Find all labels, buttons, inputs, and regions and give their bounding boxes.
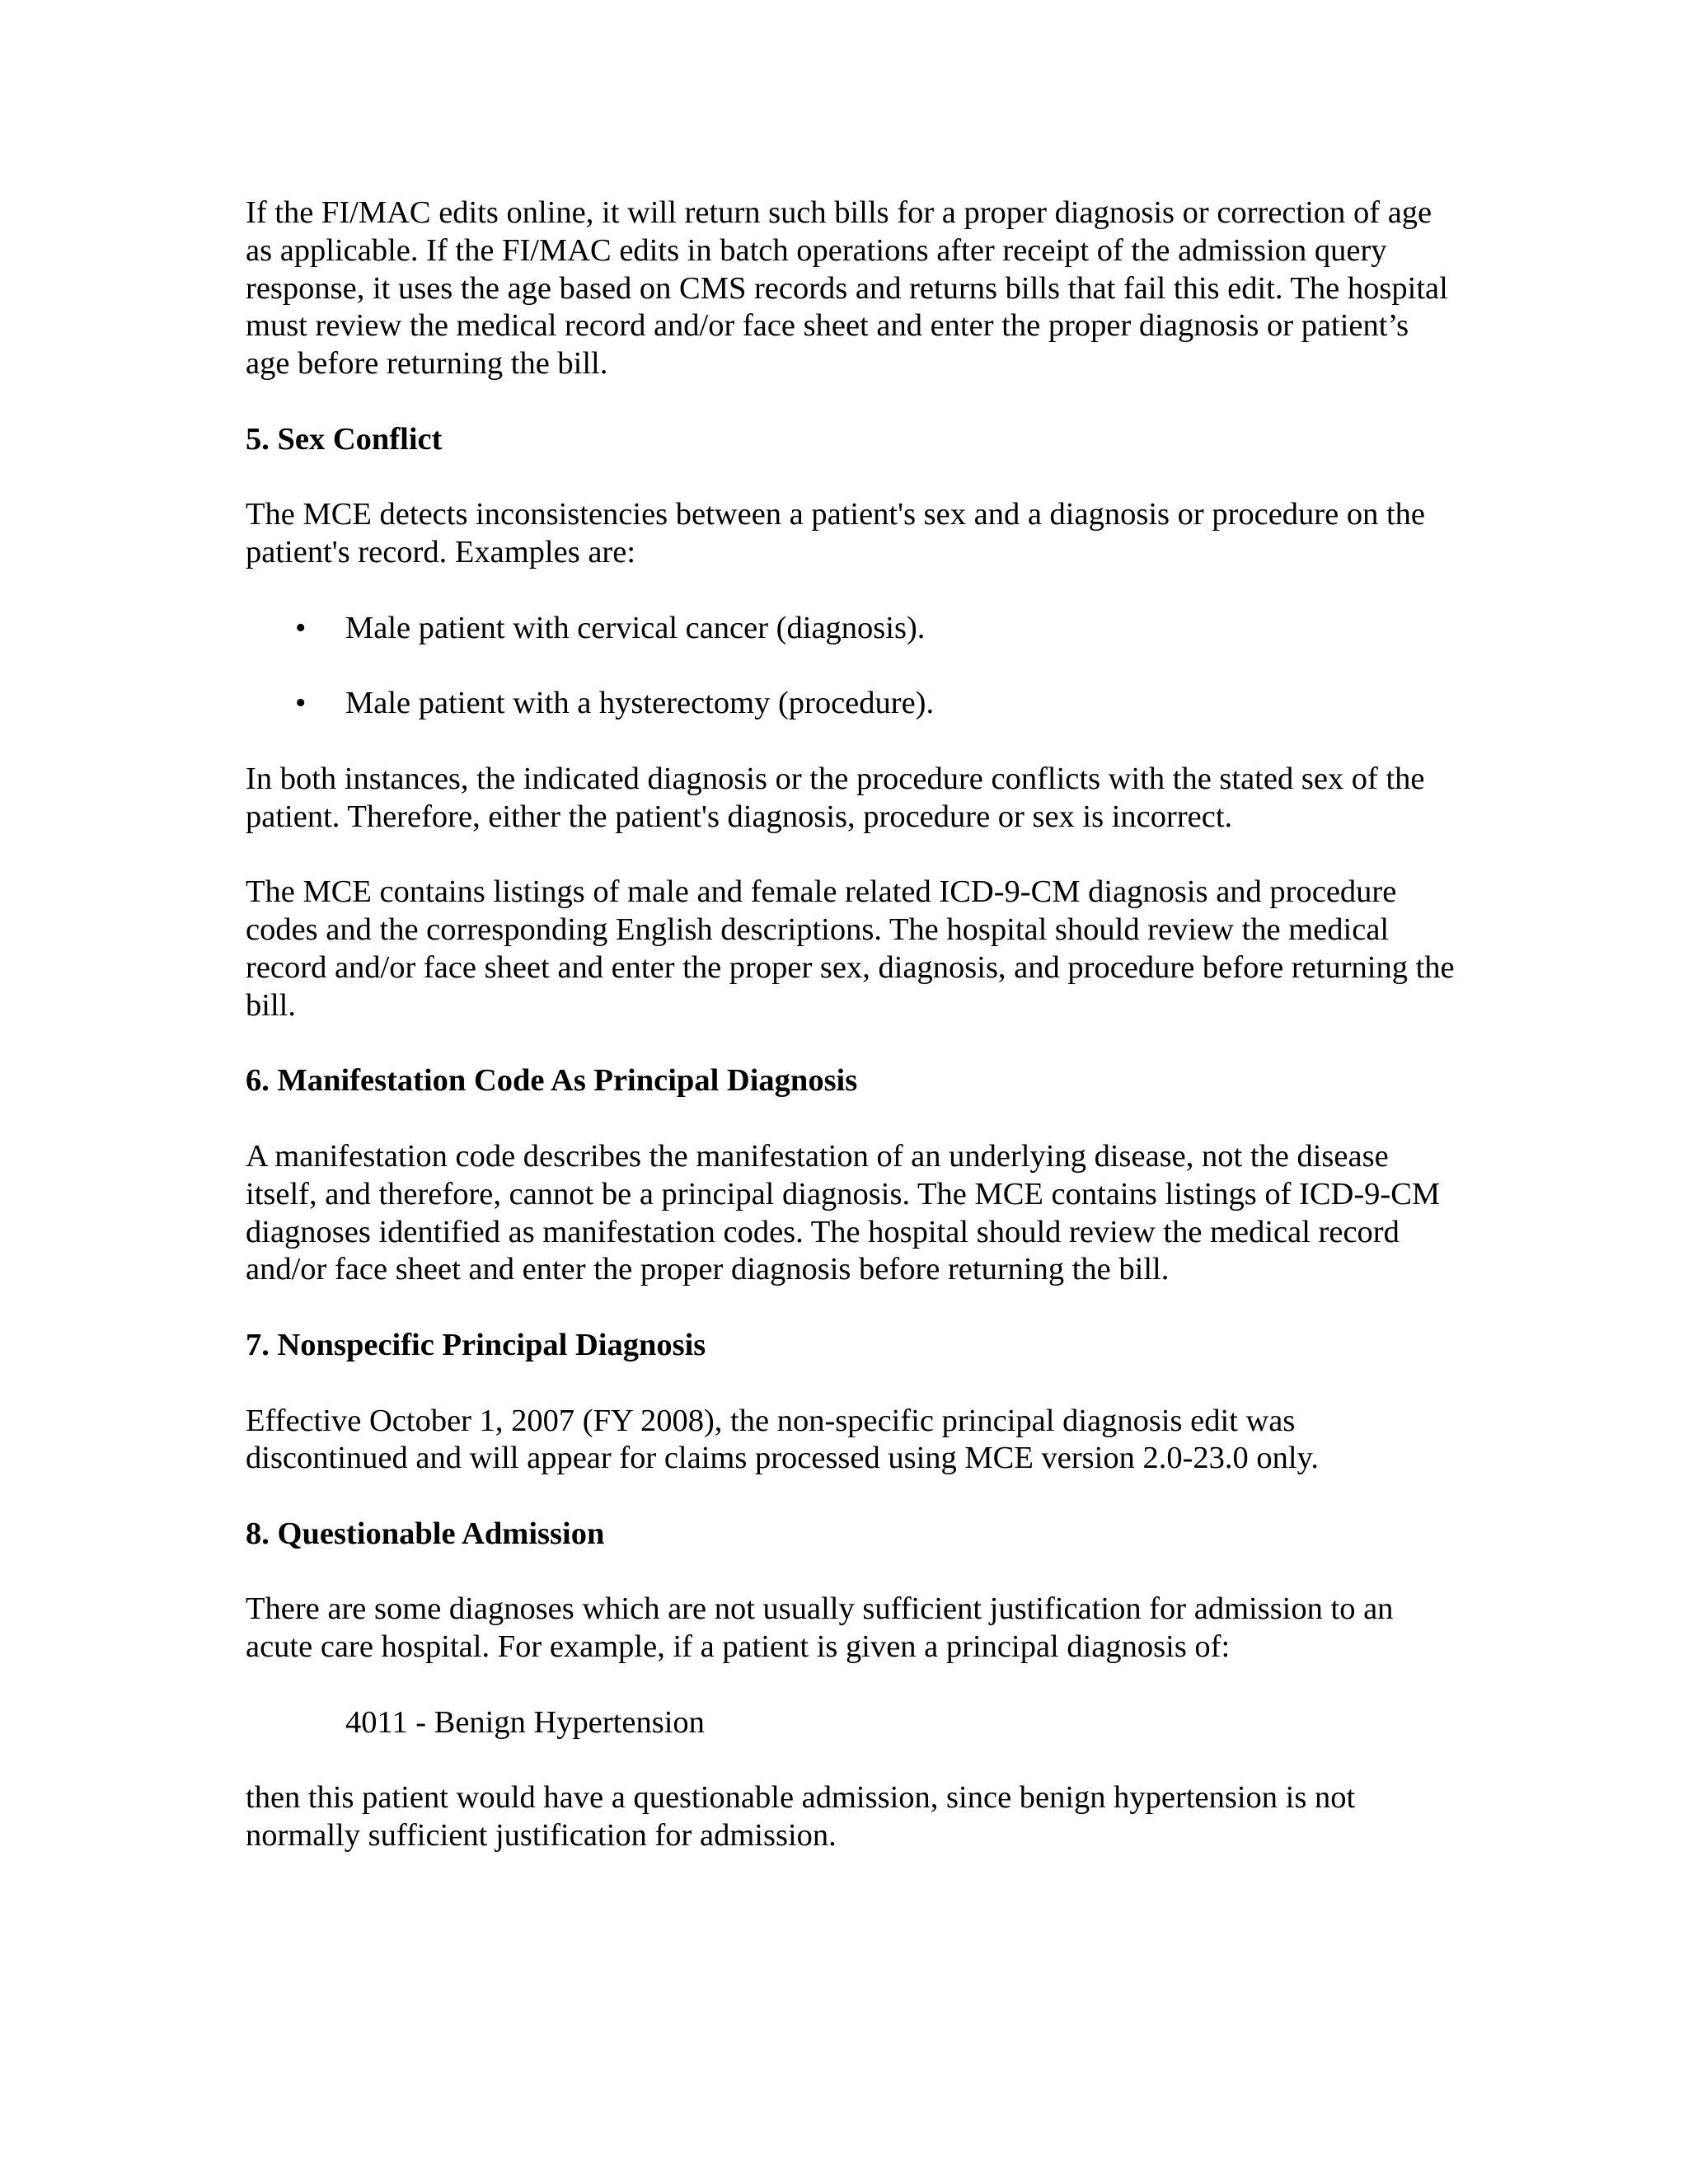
section-8-heading: 8. Questionable Admission [246,1516,605,1551]
section-8-paragraph-2: then this patient would have a questionable admission, since benign hypertension is not normally sufficient justification for admission. [246,1780,1356,1854]
sex-conflict-examples-list [246,610,1457,723]
intro-paragraph: If the FI/MAC edits online, it will return such bills for a proper diagnosis or correction of age as applicable. If the FI/MAC edits in batch operations after receipt of the admission query response, it uses the age based on CMS records and returns bills that fail this edit. The hospital must review the medical record and/or face sheet and enter the proper diagnosis or patient’s age before returning the bill. [246,195,1448,382]
diagnosis-example: 4011 - Benign Hypertension [345,1704,705,1740]
list-item [246,610,1457,648]
list-item-text: Male patient with cervical cancer (diagnosis). [345,610,926,645]
section-8-paragraph-1: There are some diagnoses which are not usually sufficient justification for admission to an acute care hospital. For example, if a patient is given a principal diagnosis of: [246,1591,1394,1665]
bullet-icon: • [295,610,307,645]
section-5-paragraph-3: The MCE contains listings of male and female related ICD-9-CM diagnosis and procedure codes and the corresponding English descriptions. The hospital should review the medical record and/or face sheet and enter the proper sex, diagnosis, and procedure before returning the bill. [246,874,1455,1023]
section-7-paragraph: Effective October 1, 2007 (FY 2008), the non-specific principal diagnosis edit was discontinued and will appear for claims processed using MCE version 2.0-23.0 only. [246,1403,1319,1476]
document-body [246,194,1457,1893]
section-6-heading: 6. Manifestation Code As Principal Diagnosis [246,1063,858,1099]
list-item-text: Male patient with a hysterectomy (procedure). [345,686,935,721]
section-5-heading: 5. Sex Conflict [246,421,443,457]
bullet-icon: • [295,686,307,721]
section-7-heading: 7. Nonspecific Principal Diagnosis [246,1327,706,1362]
section-5-paragraph-1: The MCE detects inconsistencies between a patient's sex and a diagnosis or procedure on the patient's record. Examples are: [246,497,1426,570]
list-item [246,685,1457,723]
section-6-paragraph: A manifestation code describes the manifestation of an underlying disease, not the disease itself, and therefore, cannot be a principal diagnosis. The MCE contains listings of ICD-9-CM diagnoses identified as manifestation codes. The hospital should review the medical record and/or face sheet and enter the proper diagnosis before returning the bill. [246,1138,1441,1287]
section-5-paragraph-2: In both instances, the indicated diagnosis or the procedure conflicts with the stated sex of the patient. Therefore, either the patient's diagnosis, procedure or sex is incorrect. [246,761,1425,834]
